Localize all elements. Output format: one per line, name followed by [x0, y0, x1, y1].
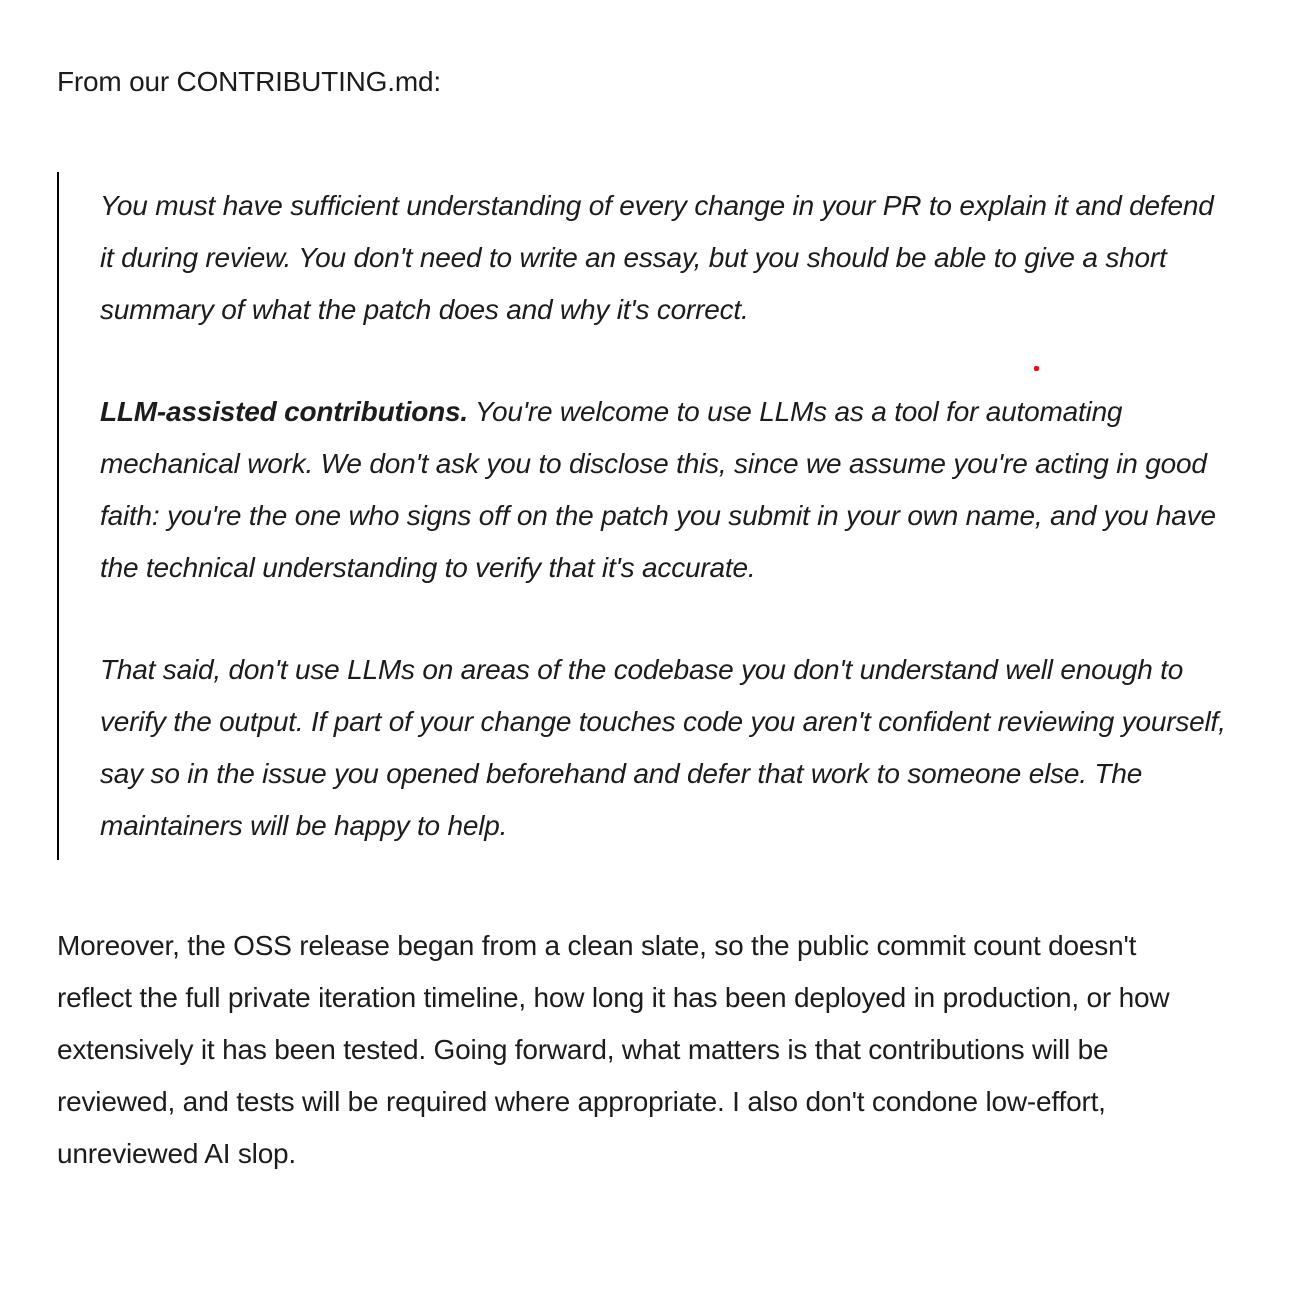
- quote-paragraph-that-said: That said, don't use LLMs on areas of the codebase you don't understand well enough to verify the output. If part of your change touches code you aren't confident reviewing yourself, say so in the issue you opened beforehand and defer that work to someone else. The maintainers will be happy to help.: [100, 654, 1226, 841]
- quote-paragraph-llm-assisted: [100, 386, 1233, 594]
- contributing-blockquote: [57, 172, 1233, 860]
- red-annotation-dot: [1034, 366, 1039, 371]
- intro-text: From our CONTRIBUTING.md:: [57, 66, 441, 97]
- llm-assisted-body: You're welcome to use LLMs as a tool for automating mechanical work. We don't ask you to disclose this, since we assume you're acting in good faith: you're the one who signs off on the patch you submit in your own name, and you have the technical understanding to verify that it's accurate.: [100, 396, 1216, 583]
- closing-paragraph: Moreover, the OSS release began from a clean slate, so the public commit count doesn't reflect the full private iteration timeline, how long it has been deployed in production, or how extensively it has been tested. Going forward, what matters is that contributions will be reviewed, and tests will be required where appropriate. I also don't condone low-effort, unreviewed AI slop.: [57, 930, 1170, 1169]
- quote-paragraph-understanding: You must have sufficient understanding of every change in your PR to explain it and defend it during review. You don't need to write an essay, but you should be able to give a short summary of what the patch does and why it's correct.: [100, 190, 1214, 325]
- llm-assisted-lead: LLM-assisted contributions.: [100, 396, 468, 427]
